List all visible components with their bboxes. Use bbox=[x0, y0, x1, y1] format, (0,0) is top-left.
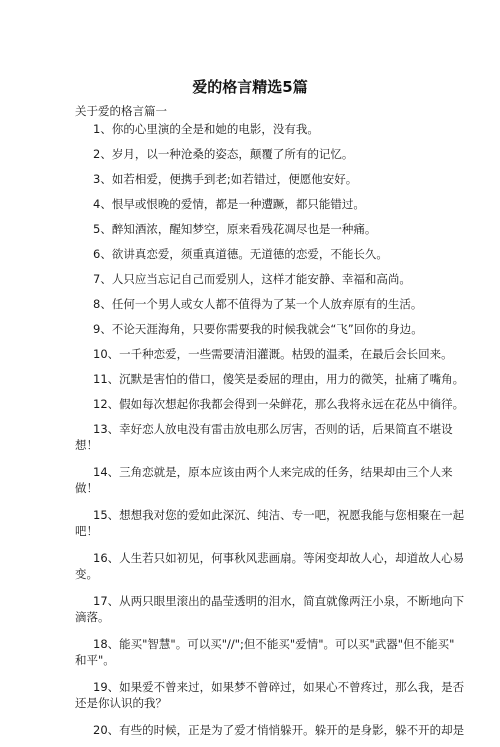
document-title: 爱的格言精选5篇 bbox=[192, 78, 308, 96]
paragraph bbox=[75, 722, 465, 738]
paragraph-line: 6、欲讲真恋爱，须重真道德。无道德的恋爱，不能长久。 bbox=[93, 247, 388, 261]
paragraph bbox=[75, 396, 465, 412]
section-heading: 关于爱的格言篇一 bbox=[75, 104, 167, 118]
paragraph-line: 12、假如每次想起你我都会得到一朵鲜花，那么我将永远在花丛中徜徉。 bbox=[93, 397, 465, 411]
paragraph bbox=[75, 146, 425, 162]
paragraph-line: 16、人生若只如初见，何事秋风悲画扇。等闲变却故人心，却道故人心易 bbox=[93, 551, 465, 565]
paragraph bbox=[75, 271, 425, 287]
paragraph-continuation-line: 还是你认识的我？ bbox=[75, 696, 167, 710]
paragraph bbox=[75, 221, 425, 237]
paragraph-line: 9、不论天涯海角，只要你需要我的时候我就会“飞”回你的身边。 bbox=[93, 322, 423, 336]
paragraph-line: 13、幸好恋人放电没有雷击放电那么厉害，否则的话，后果简直不堪设 bbox=[93, 422, 453, 436]
paragraph-line: 14、三角恋就是，原本应该由两个人来完成的任务，结果却由三个人来 bbox=[93, 465, 453, 479]
paragraph-continuation-line: 变。 bbox=[75, 567, 98, 581]
paragraph-line: 20、有些的时候，正是为了爱才悄悄躲开。躲开的是身影，躲不开的却是 bbox=[93, 723, 465, 737]
paragraph-line: 4、恨早或恨晚的爱情，都是一种遭蹶，都只能错过。 bbox=[93, 197, 365, 211]
paragraph bbox=[75, 246, 425, 262]
paragraph bbox=[75, 371, 465, 387]
paragraph-line: 2、岁月，以一种沧桑的姿态，颠覆了所有的记忆。 bbox=[93, 147, 354, 161]
paragraph-continuation-line: 吧！ bbox=[75, 524, 98, 538]
paragraph bbox=[75, 507, 465, 539]
paragraph-line: 18、能买"智慧"。可以买"//";但不能买"爱情"。可以买"武器"但不能买" bbox=[93, 637, 455, 651]
paragraph-line: 11、沉默是害怕的借口，傻笑是委屈的理由，用力的微笑，扯痛了嘴角。 bbox=[93, 372, 465, 386]
paragraph-continuation-line: 想！ bbox=[75, 438, 98, 452]
paragraph bbox=[75, 121, 425, 137]
paragraph bbox=[75, 196, 425, 212]
paragraph bbox=[75, 593, 465, 625]
paragraph-line: 10、一千种恋爱，一些需要清泪灌溉。枯毁的温柔，在最后会长回来。 bbox=[93, 347, 453, 361]
paragraph-line: 19、如果爱不曾来过，如果梦不曾碎过，如果心不曾疼过，那么我，是否 bbox=[93, 680, 465, 694]
paragraph bbox=[75, 636, 455, 668]
paragraph bbox=[75, 346, 453, 362]
paragraph bbox=[75, 679, 465, 711]
paragraph bbox=[75, 171, 425, 187]
paragraph bbox=[75, 550, 465, 582]
paragraph bbox=[75, 296, 425, 312]
paragraph bbox=[75, 421, 453, 453]
paragraph-continuation-line: 滴落。 bbox=[75, 610, 110, 624]
paragraph-continuation-line: 和平"。 bbox=[75, 653, 115, 667]
paragraph-line: 8、任何一个男人或女人都不值得为了某一个人放弃原有的生活。 bbox=[93, 297, 423, 311]
document-body bbox=[75, 121, 465, 747]
paragraph-line: 3、如若相爱，便携手到老;如若错过，便愿他安好。 bbox=[93, 172, 358, 186]
paragraph-line: 7、人只应当忘记自己而爱别人，这样才能安静、幸福和高尚。 bbox=[93, 272, 411, 286]
paragraph bbox=[75, 464, 453, 496]
paragraph-continuation-line: 做！ bbox=[75, 481, 98, 495]
paragraph-line: 5、醉知酒浓，醒知梦空，原来看残花凋尽也是一种痛。 bbox=[93, 222, 377, 236]
paragraph-line: 15、想想我对您的爱如此深沉、纯洁、专一吧，祝愿我能与您相聚在一起 bbox=[93, 508, 465, 522]
paragraph bbox=[75, 321, 425, 337]
paragraph-line: 17、从两只眼里滚出的晶莹透明的泪水，简直就像两汪小泉，不断地向下 bbox=[93, 594, 465, 608]
paragraph-line: 1、你的心里演的全是和她的电影，没有我。 bbox=[93, 122, 319, 136]
